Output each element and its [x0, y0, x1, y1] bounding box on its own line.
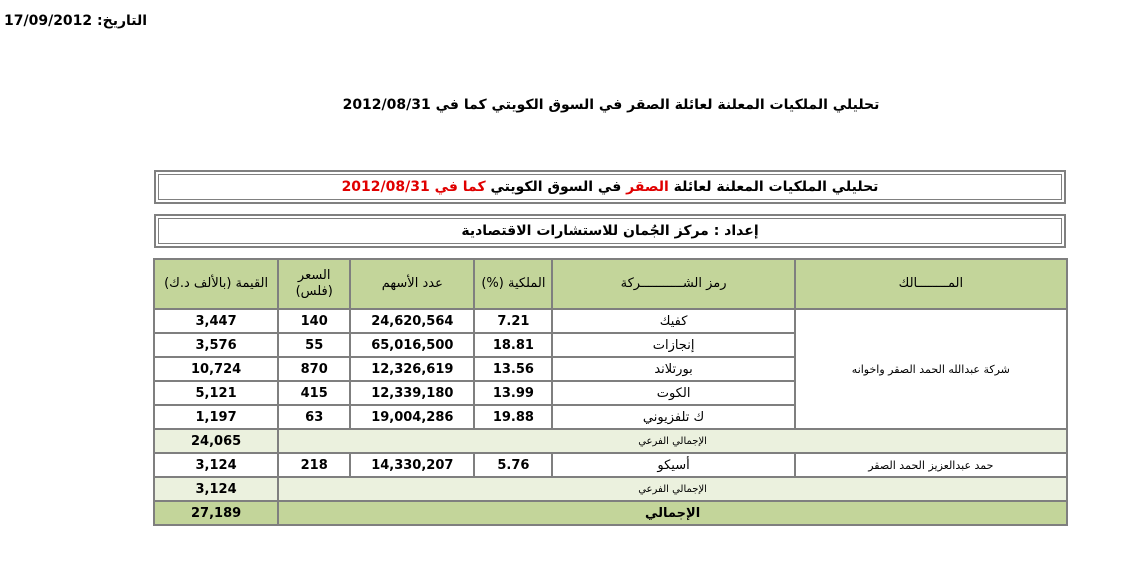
ownership-cell: 13.56: [474, 357, 552, 381]
title-family-name: الصقر: [626, 179, 669, 195]
subtotal-value: 3,124: [154, 477, 278, 501]
company-cell: إنجازات: [552, 333, 794, 357]
prepared-by-box: [154, 214, 1066, 248]
price-cell: 218: [278, 453, 350, 477]
price-cell: 63: [278, 405, 350, 429]
header-ownership: الملكية (%): [474, 259, 552, 309]
title-text-1: تحليلي الملكيات المعلنة لعائلة: [668, 179, 879, 195]
prepared-by-text: إعداد : مركز الجُمان للاستشارات الاقتصادية: [461, 223, 759, 239]
company-cell: كفيك: [552, 309, 794, 333]
header-value: القيمة (بالألف د.ك): [154, 259, 278, 309]
subtotal-value: 24,065: [154, 429, 278, 453]
value-cell: 1,197: [154, 405, 278, 429]
subtotal-row: [154, 429, 1067, 453]
price-cell: 55: [278, 333, 350, 357]
title-box: [154, 170, 1066, 204]
ownership-cell: 18.81: [474, 333, 552, 357]
ownership-cell: 7.21: [474, 309, 552, 333]
value-cell: 3,124: [154, 453, 278, 477]
header-symbol: رمز الشـــــــــــركة: [552, 259, 794, 309]
price-cell: 415: [278, 381, 350, 405]
ownership-cell: 19.88: [474, 405, 552, 429]
owner-cell: حمد عبدالعزيز الحمد الصقر: [795, 453, 1067, 477]
company-cell: أسيكو: [552, 453, 794, 477]
company-cell: الكوت: [552, 381, 794, 405]
shares-cell: 65,016,500: [350, 333, 474, 357]
title-date: كما في 2012/08/31: [341, 179, 486, 195]
ownership-cell: 13.99: [474, 381, 552, 405]
shares-cell: 24,620,564: [350, 309, 474, 333]
shares-cell: 12,339,180: [350, 381, 474, 405]
ownership-cell: 5.76: [474, 453, 552, 477]
shares-cell: 14,330,207: [350, 453, 474, 477]
header-shares: عدد الأسهم: [350, 259, 474, 309]
value-cell: 3,576: [154, 333, 278, 357]
header-price: السعر (فلس): [278, 259, 350, 309]
subtotal-label: الإجمالي الفرعي: [278, 477, 1067, 501]
shares-cell: 12,326,619: [350, 357, 474, 381]
ownership-table: [153, 258, 1068, 526]
owner-cell: شركة عبدالله الحمد الصقر واخوانه: [795, 309, 1067, 429]
table-row: [154, 309, 1067, 333]
subtotal-label: الإجمالي الفرعي: [278, 429, 1067, 453]
table-row: [154, 453, 1067, 477]
shares-cell: 19,004,286: [350, 405, 474, 429]
price-cell: 140: [278, 309, 350, 333]
value-cell: 10,724: [154, 357, 278, 381]
page-title: تحليلي الملكيات المعلنة لعائلة الصقر في السوق الكويتي كما في 2012/08/31: [342, 97, 880, 113]
value-cell: 3,447: [154, 309, 278, 333]
total-label: الإجمالي: [278, 501, 1067, 525]
table-header-row: [154, 259, 1067, 309]
total-value: 27,189: [154, 501, 278, 525]
company-cell: بورتلاند: [552, 357, 794, 381]
value-cell: 5,121: [154, 381, 278, 405]
header-owner: المــــــــالك: [795, 259, 1067, 309]
report-date: التاريخ: 17/09/2012: [4, 13, 148, 29]
total-row: [154, 501, 1067, 525]
subtotal-row: [154, 477, 1067, 501]
price-cell: 870: [278, 357, 350, 381]
title-text-2: في السوق الكويتي: [485, 179, 627, 195]
company-cell: ك تلفزيوني: [552, 405, 794, 429]
